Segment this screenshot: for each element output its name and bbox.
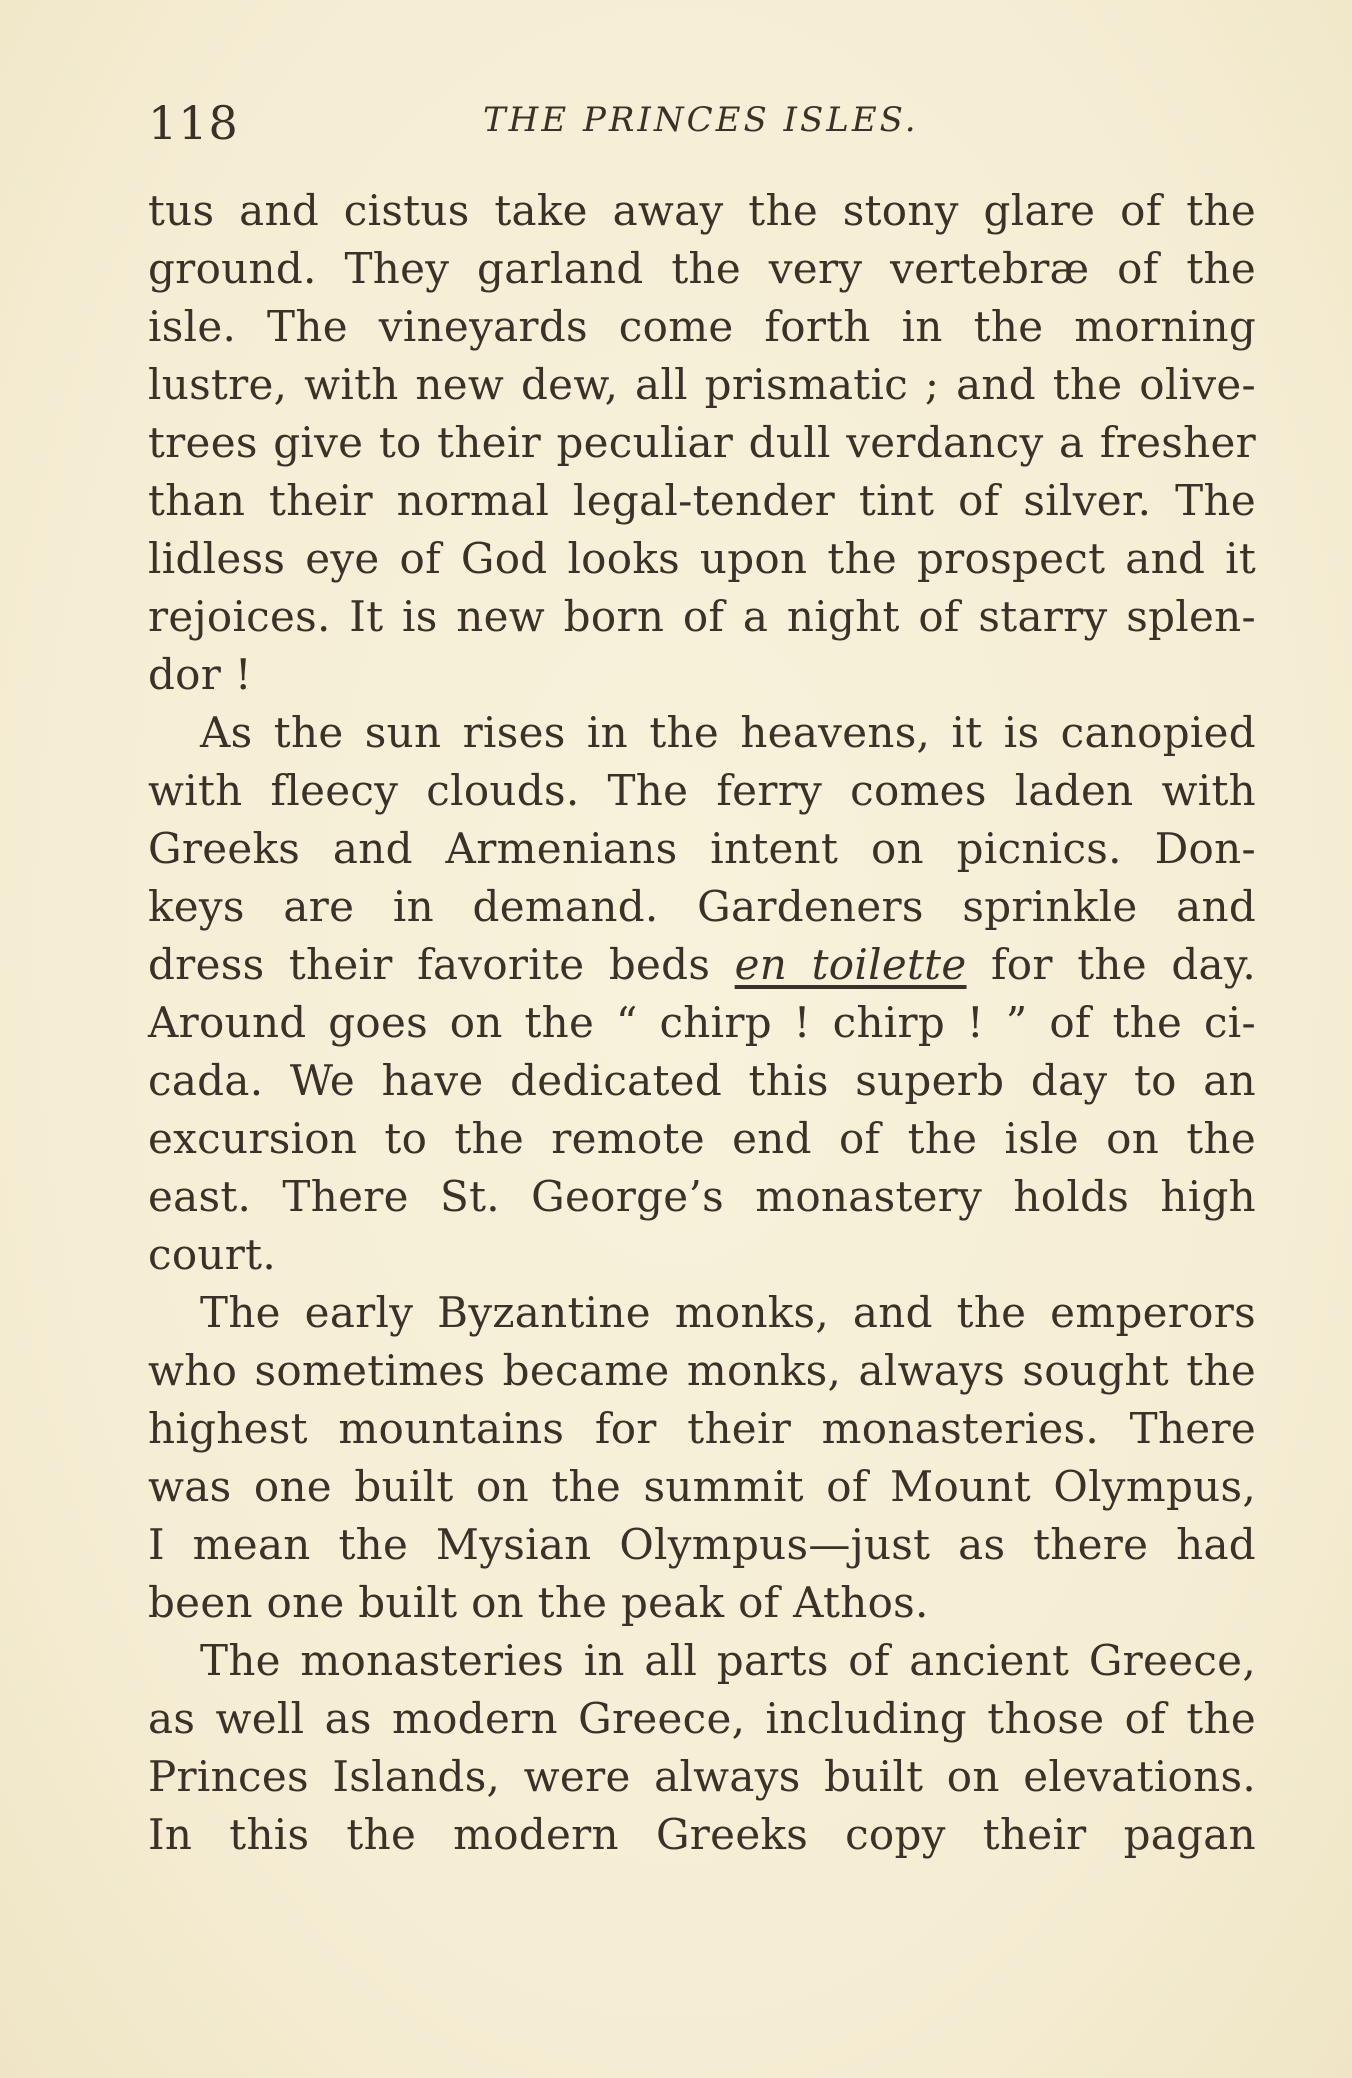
- text-line: lustre, with new dew, all prismatic ; and the olive-: [148, 360, 1256, 409]
- text-line: than their normal legal-tender tint of silver. The: [148, 476, 1256, 525]
- text-line: [148, 936, 1256, 994]
- text-line: excursion to the remote end of the isle on the: [148, 1114, 1256, 1163]
- italic-phrase: en toilette: [734, 940, 967, 989]
- text-line: dor !: [148, 650, 252, 699]
- page-header: [148, 90, 1258, 150]
- text-line: as well as modern Greece, including those of the: [148, 1694, 1256, 1743]
- text-line: east. There St. George’s monastery holds high: [148, 1172, 1256, 1221]
- page-number: 118: [148, 96, 239, 150]
- text-line: who sometimes became monks, always sought the: [148, 1346, 1256, 1395]
- text-line: I mean the Mysian Olympus—just as there had: [148, 1520, 1256, 1569]
- text-line: with fleecy clouds. The ferry comes laden with: [148, 766, 1256, 815]
- text-line: was one built on the summit of Mount Olympus,: [148, 1462, 1256, 1511]
- text-line: cada. We have dedicated this superb day to an: [148, 1056, 1256, 1105]
- text-line: trees give to their peculiar dull verdancy a fresher: [148, 418, 1256, 467]
- text-line: been one built on the peak of Athos.: [148, 1578, 929, 1627]
- text-line: The early Byzantine monks, and the emperors: [200, 1288, 1256, 1337]
- running-title: THE PRINCES ISLES.: [483, 100, 919, 140]
- text-line: Around goes on the “ chirp ! chirp ! ” of the ci-: [148, 998, 1256, 1047]
- text-line: ground. They garland the very vertebræ of the: [148, 244, 1256, 293]
- text-line: The monasteries in all parts of ancient Greece,: [200, 1636, 1256, 1685]
- text-line: As the sun rises in the heavens, it is canopied: [200, 708, 1256, 757]
- text-segment: for the day.: [966, 940, 1256, 989]
- text-line: In this the modern Greeks copy their pagan: [148, 1810, 1256, 1859]
- text-line: lidless eye of God looks upon the prospect and it: [148, 534, 1256, 583]
- text-line: highest mountains for their monasteries. There: [148, 1404, 1256, 1453]
- body-text: [148, 182, 1256, 1864]
- text-line: court.: [148, 1230, 276, 1279]
- text-line: isle. The vineyards come forth in the morning: [148, 302, 1256, 351]
- text-line: rejoices. It is new born of a night of starry splen-: [148, 592, 1256, 641]
- text-line: Princes Islands, were always built on elevations.: [148, 1752, 1256, 1801]
- text-line: keys are in demand. Gardeners sprinkle and: [148, 882, 1256, 931]
- text-line: Greeks and Armenians intent on picnics. Don-: [148, 824, 1256, 873]
- text-segment: dress their favorite beds: [148, 940, 735, 989]
- text-line: tus and cistus take away the stony glare of the: [148, 186, 1256, 235]
